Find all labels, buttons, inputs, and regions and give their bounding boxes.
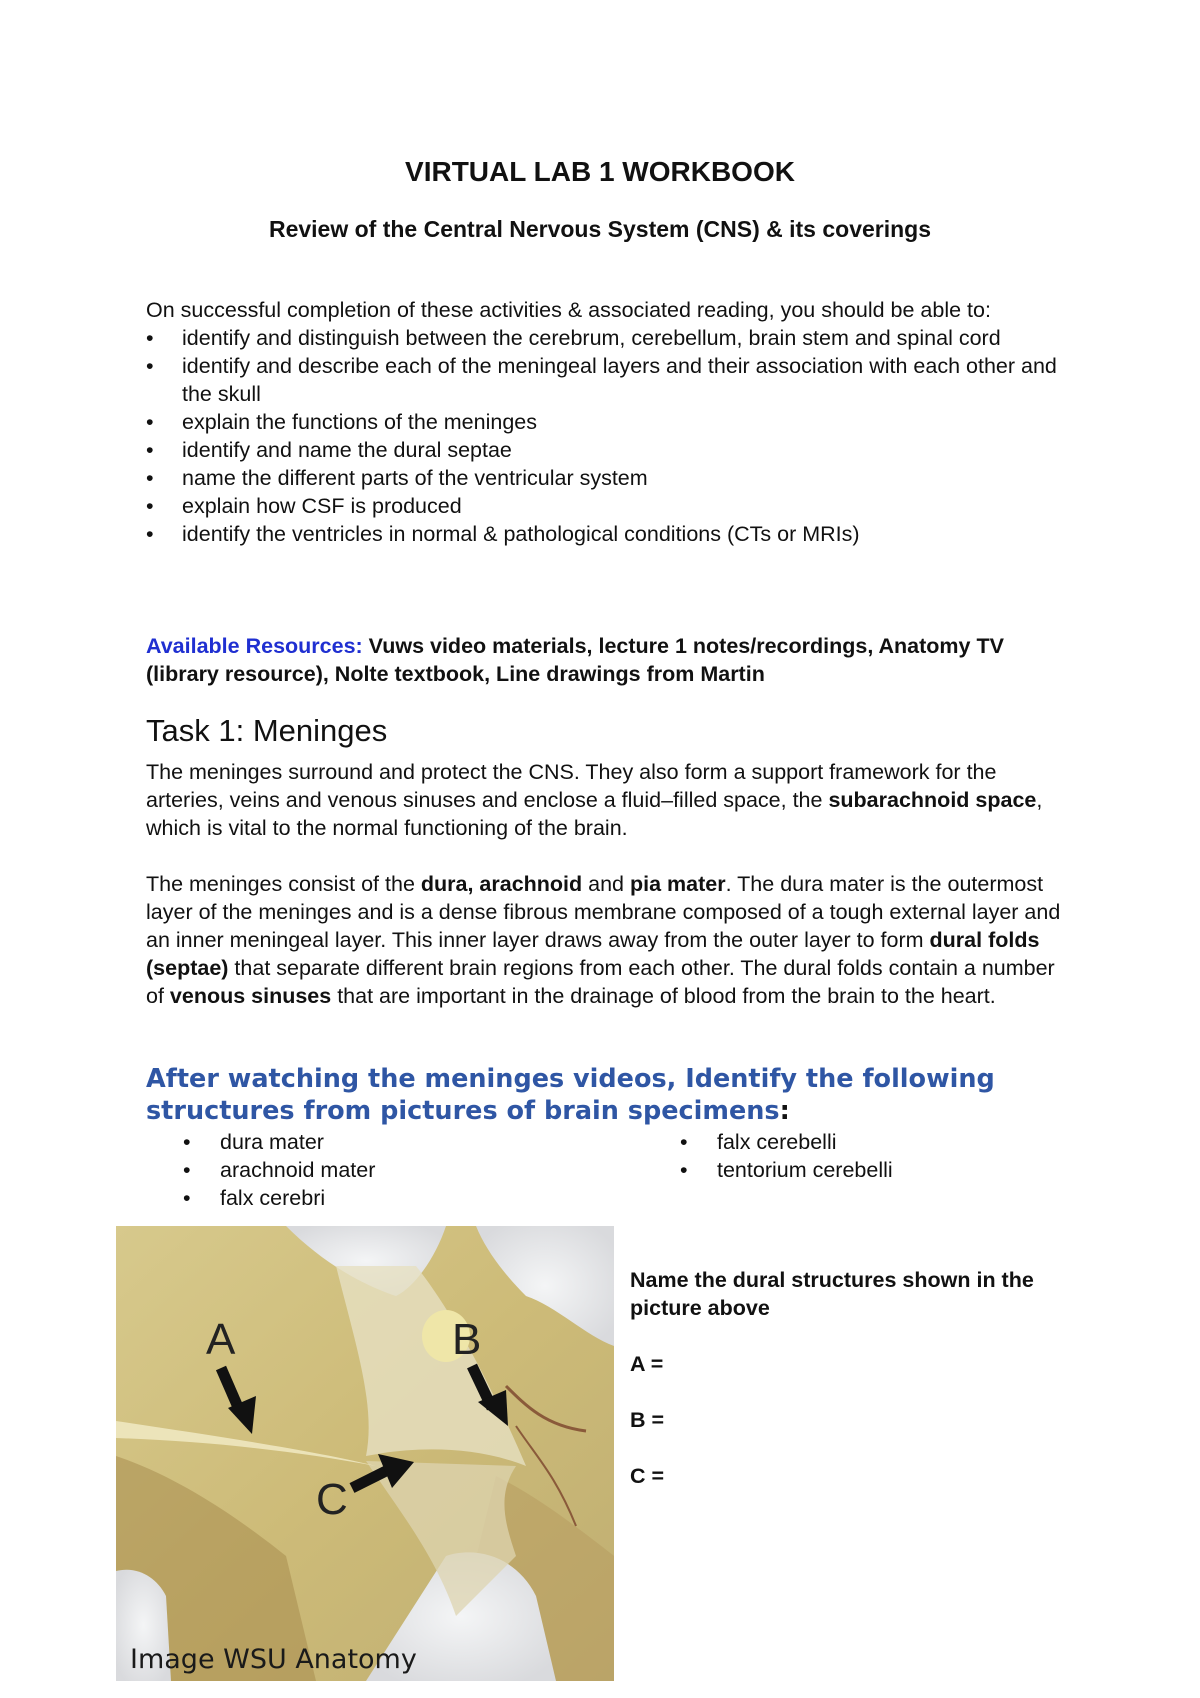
para2-term-dural-folds: dural folds (septae) [146,928,1040,980]
para2-term-dura-arachnoid: dura, arachnoid [420,872,583,896]
para1-text-end: , which is vital to the normal functioning of the brain. [146,788,1043,840]
answer-a: A = [630,1352,664,1376]
para1-text: The meninges surround and protect the CNS. They also form a support framework for the arteries, veins and venous sinuses and enclose a fluid–filled space, the [146,760,997,812]
objective-item: • name the different parts of the ventricular system [146,464,1076,492]
para2-text: . The dura mater is the outermost layer of the meninges and is a dense fibrous membrane composed of a tough external layer and an inner meningeal layer. This inner layer draws away from the outer layer to form [146,872,1061,952]
image-label-b: B [452,1315,482,1364]
image-label-a: A [206,1315,236,1364]
identify-instruction [146,1063,1086,1127]
instruction-colon: : [779,1096,790,1126]
answer-b: B = [630,1408,665,1432]
para2-text: that are important in the drainage of blood from the brain to the heart. [331,984,996,1008]
image-credit: Image WSU Anatomy [130,1644,417,1675]
instruction-text: After watching the meninges videos, Identify the following structures from pictures of brain specimens [146,1064,995,1126]
document-title: VIRTUAL LAB 1 WORKBOOK [405,156,795,187]
para2-term-pia: pia mater [630,872,726,896]
resources-text: Vuws video materials, lecture 1 notes/recordings, Anatomy TV (library resource), Nolte textbook, Line drawings from Martin [146,634,1004,686]
task-heading: Task 1: Meninges [146,713,388,748]
structure-item: • dura mater [183,1128,375,1156]
objective-item: • identify and describe each of the meningeal layers and their association with each other and the skull [146,352,1076,408]
image-label-c: C [316,1475,348,1524]
document-subtitle: Review of the Central Nervous System (CNS) & its coverings [268,216,932,242]
objective-item: • explain how CSF is produced [146,492,1076,520]
intro-text: On successful completion of these activities & associated reading, you should be able to: [146,298,991,322]
objective-item: • explain the functions of the meninges [146,408,1076,436]
structure-item: • falx cerebri [183,1184,375,1212]
answer-c: C = [630,1464,665,1488]
question-prompt: Name the dural structures shown in the picture above [630,1268,1034,1320]
structures-list-right [680,1128,893,1184]
learning-objectives [146,296,1076,548]
para1-term-subarachnoid: subarachnoid space [828,788,1037,812]
para2-term-venous-sinuses: venous sinuses [169,984,332,1008]
meninges-paragraph-2 [146,870,1076,1010]
available-resources [146,632,1076,688]
structure-item: • falx cerebelli [680,1128,893,1156]
brain-specimen-image [116,1226,614,1681]
specimen-photo [116,1226,614,1681]
resources-label: Available Resources: [146,634,363,658]
para2-text: that separate different brain regions from each other. The dural folds contain a number of [146,956,1055,1008]
dural-structures-question [630,1266,1070,1490]
structures-list-left [183,1128,375,1212]
meninges-paragraph-1 [146,758,1076,842]
structure-item: • arachnoid mater [183,1156,375,1184]
para2-text: The meninges consist of the [146,872,421,896]
structure-item: • tentorium cerebelli [680,1156,893,1184]
para2-text: and [582,872,630,896]
objective-item: • identify and name the dural septae [146,436,1076,464]
objectives-list [146,324,1076,548]
objective-item: • identify and distinguish between the cerebrum, cerebellum, brain stem and spinal cord [146,324,1076,352]
objective-item: • identify the ventricles in normal & pathological conditions (CTs or MRIs) [146,520,1076,548]
